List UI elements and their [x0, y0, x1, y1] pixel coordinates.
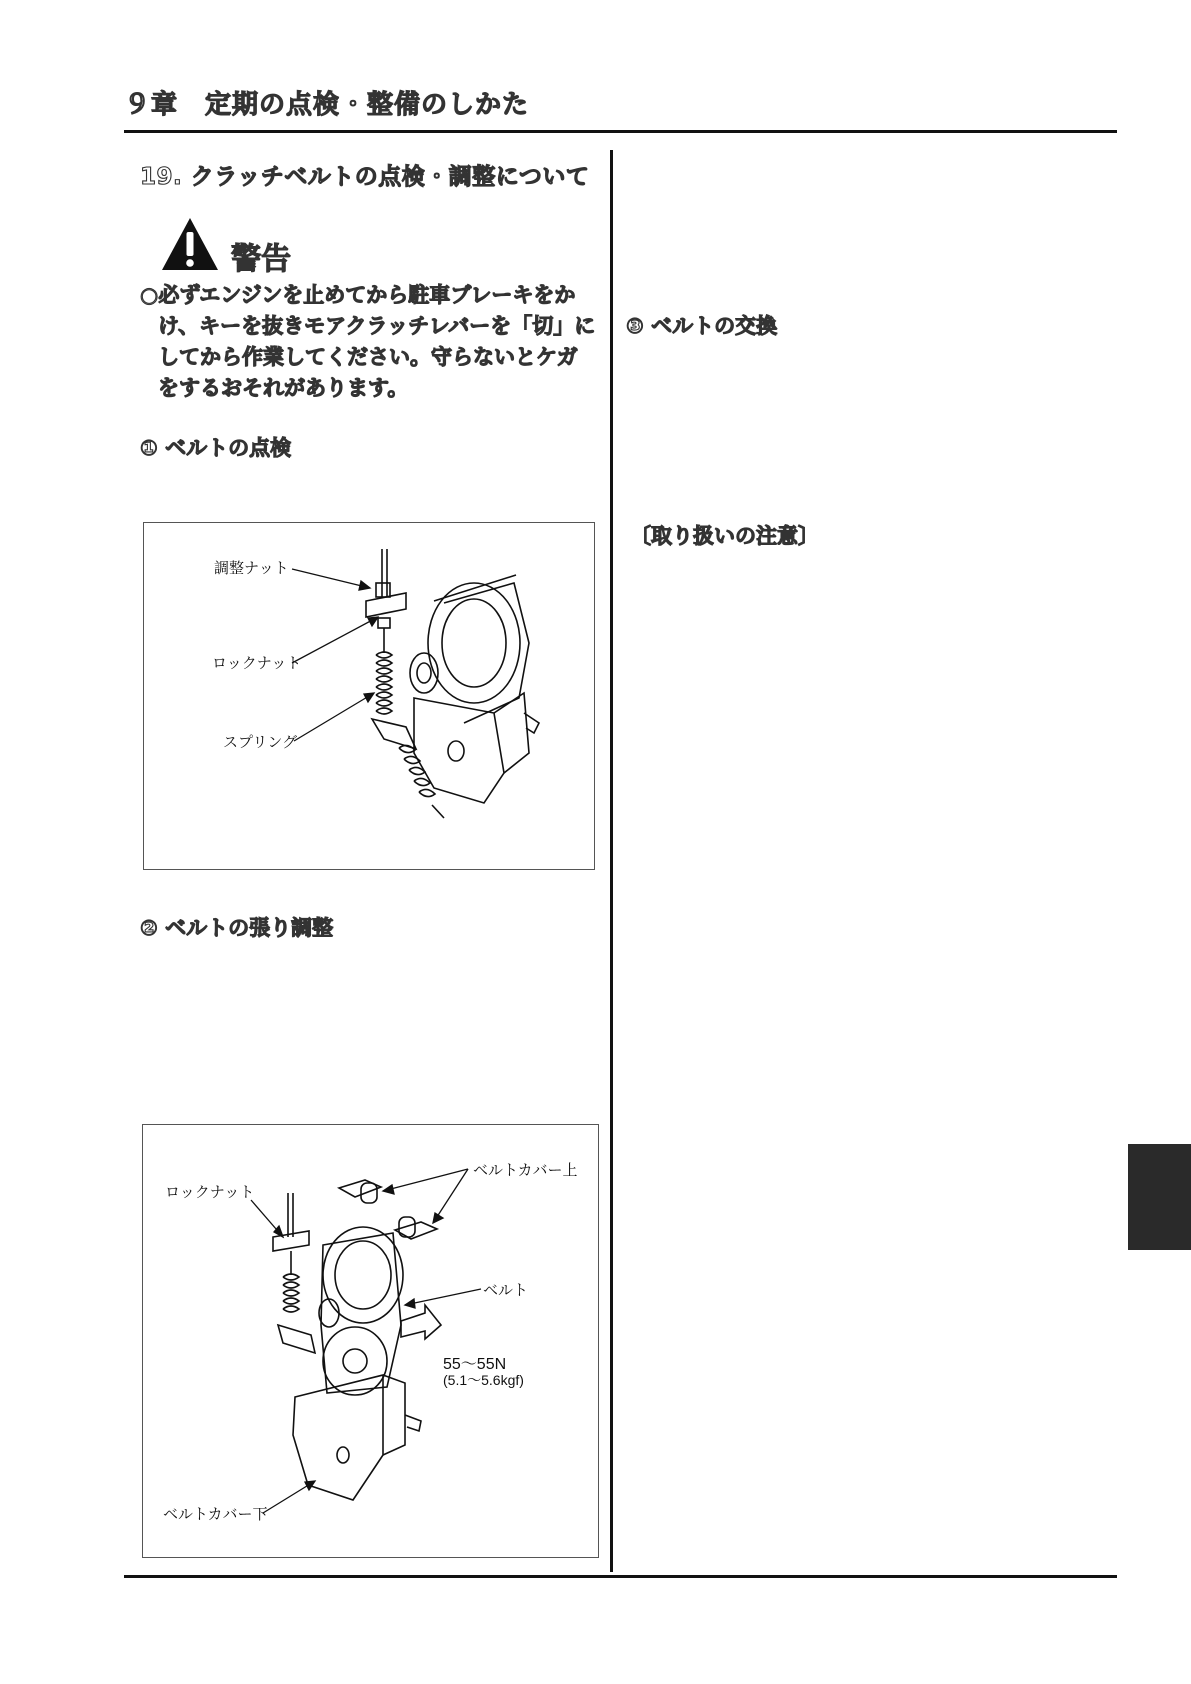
figure-belt-check: [143, 522, 595, 870]
label-spring: スプリング: [223, 734, 298, 751]
label-lock-nut: ロックナット: [212, 655, 302, 672]
label-belt: ベルト: [483, 1282, 529, 1299]
label-lock-nut: ロックナット: [165, 1184, 255, 1201]
chapter-side-tab: [1128, 1144, 1191, 1250]
label-belt-cover-upper: ベルトカバー上: [473, 1162, 578, 1179]
label-force-value: 55〜55N: [443, 1356, 507, 1373]
label-adjust-nut: 調整ナット: [214, 560, 289, 577]
warning-line: してから作業してください。守らないとケガ: [158, 345, 578, 369]
chapter-title: ９章 定期の点検・整備のしかた: [124, 90, 530, 120]
subsection-belt-replace: ③ ベルトの交換: [626, 314, 778, 338]
figure-belt-tension: [142, 1124, 599, 1558]
leader-lines: [143, 1125, 598, 1557]
section-title: 19. クラッチベルトの点検・調整について: [140, 164, 590, 190]
label-belt-cover-lower: ベルトカバー下: [163, 1506, 268, 1523]
warning-text: [140, 280, 600, 404]
leader-lines: [144, 523, 594, 869]
warning-line: け、キーを抜きモアクラッチレバーを「切」に: [158, 314, 596, 338]
warning-line: をするおそれがあります。: [158, 376, 409, 400]
footer-rule: [124, 1575, 1117, 1578]
subsection-belt-tension: ② ベルトの張り調整: [140, 916, 334, 940]
subsection-belt-check: ① ベルトの点検: [140, 436, 292, 460]
warning-label: 警告: [231, 242, 291, 277]
warning-icon: [160, 216, 220, 272]
header-rule: [124, 130, 1117, 133]
warning-line: ○必ずエンジンを止めてから駐車ブレーキをか: [140, 283, 576, 307]
label-force-kgf: (5.1〜5.6kgf): [443, 1372, 524, 1388]
column-divider: [610, 150, 613, 1572]
subsection-handling-notes: 〔取り扱いの注意〕: [630, 524, 819, 548]
